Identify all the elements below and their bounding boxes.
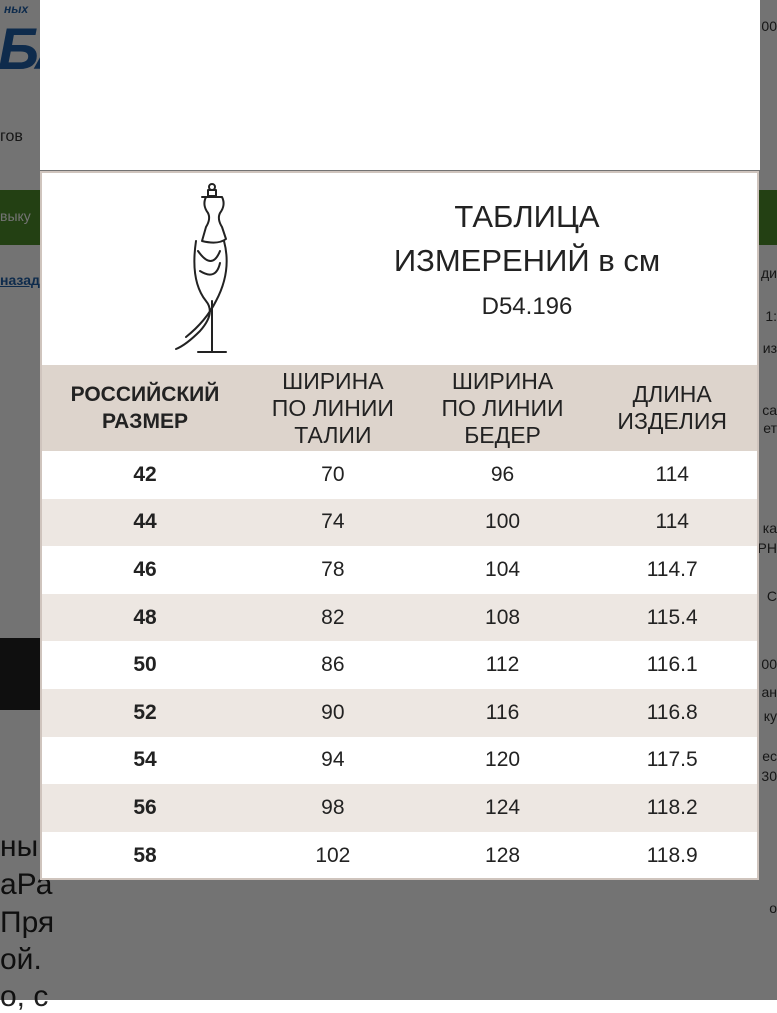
- cell-size: 44: [42, 499, 248, 547]
- cell-size: 48: [42, 594, 248, 642]
- cell-length: 114: [587, 499, 757, 547]
- cell-length: 118.9: [646, 843, 698, 867]
- title-line-1: ТАБЛИЦА: [454, 199, 600, 234]
- table-row: [42, 784, 757, 832]
- cell-waist: 102: [315, 843, 351, 867]
- cell-waist: 86: [321, 653, 345, 677]
- cell-hips: 128: [485, 843, 521, 867]
- product-code: D54.196: [481, 293, 573, 320]
- table-row: [42, 641, 757, 689]
- cell-waist: 70: [321, 462, 345, 486]
- cell-size: 46: [133, 557, 157, 581]
- cell-size: 52: [42, 689, 248, 737]
- cell-length: 115.4: [587, 594, 757, 642]
- cell-length: 114.7: [646, 557, 698, 581]
- cell-waist: 82: [248, 594, 418, 642]
- cell-hips: 100: [418, 499, 588, 547]
- cell-hips: 112: [485, 653, 520, 677]
- modal-lightbox-top: [40, 0, 760, 170]
- cell-waist: 94: [321, 748, 345, 772]
- cell-length: 116.8: [587, 689, 757, 737]
- cell-size: 56: [42, 784, 248, 832]
- cell-waist: 90: [248, 689, 418, 737]
- dress-mannequin-icon: [168, 181, 248, 357]
- cell-size: 42: [133, 462, 157, 486]
- cell-waist: 98: [248, 784, 418, 832]
- table-header-row: [42, 365, 757, 451]
- cell-hips: 108: [418, 594, 588, 642]
- cell-size: 50: [133, 653, 157, 677]
- cell-length: 118.2: [587, 784, 757, 832]
- col-header-length: ДЛИНА ИЗДЕЛИЯ: [587, 365, 757, 451]
- table-row: [42, 689, 757, 737]
- cell-hips: 96: [490, 462, 515, 486]
- cell-length: 117.5: [646, 748, 698, 772]
- col-header-size: РОССИЙСКИЙ РАЗМЕР: [42, 365, 248, 451]
- cell-length: 114: [655, 462, 689, 486]
- size-table: [42, 365, 757, 879]
- table-row: [42, 594, 757, 642]
- cell-hips: 116: [418, 689, 588, 737]
- table-row: [42, 737, 757, 785]
- cell-waist: 78: [321, 557, 345, 581]
- cell-size: 54: [133, 748, 157, 772]
- col-header-waist: ШИРИНА ПО ЛИНИИ ТАЛИИ: [248, 365, 418, 451]
- table-row: [42, 451, 757, 499]
- chart-title: [342, 195, 712, 283]
- cell-hips: 104: [485, 557, 521, 581]
- cell-size: 58: [133, 843, 157, 867]
- table-row: [42, 546, 757, 594]
- table-row: [42, 499, 757, 547]
- size-table-body: [42, 451, 757, 879]
- title-line-2: ИЗМЕРЕНИЙ в см: [393, 243, 661, 278]
- col-header-hips: ШИРИНА ПО ЛИНИИ БЕДЕР: [418, 365, 588, 451]
- cell-waist: 74: [248, 499, 418, 547]
- size-chart-image: [40, 171, 759, 880]
- cell-length: 116.1: [646, 653, 698, 677]
- cell-hips: 124: [418, 784, 588, 832]
- table-row: [42, 832, 757, 880]
- cell-hips: 120: [485, 748, 521, 772]
